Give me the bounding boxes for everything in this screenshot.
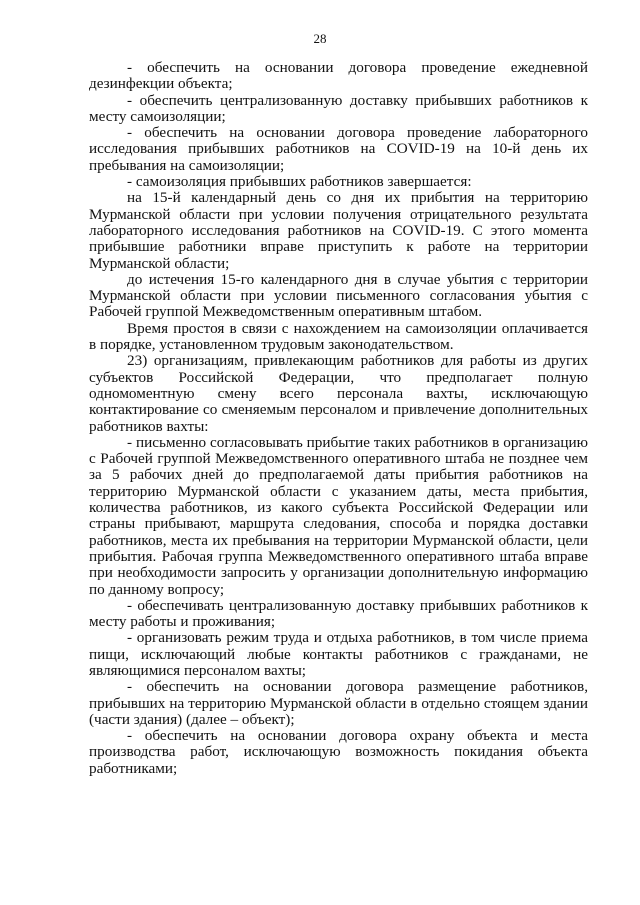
paragraph-site-security: - обеспечить на основании договора охрану объекта и места производства работ, исключающую возможность покидания объекта работниками; [89,727,588,777]
paragraph-work-rest-regime: - организовать режим труда и отдыха работников, в том числе приема пищи, исключающий любые контакты работников с гражданами, не являющимися персоналом вахты; [89,629,588,679]
paragraph-laboratory-testing: - обеспечить на основании договора проведение лабораторного исследования прибывших работников на COVID-19 на 10-й день их пребывания на самоизоляции; [89,124,588,174]
paragraph-delivery-to-self-isolation: - обеспечить централизованную доставку прибывших работников к месту самоизоляции; [89,91,588,125]
paragraph-downtime-payment: Время простоя в связи с нахождением на самоизоляции оплачивается в порядке, установленном трудовым законодательством. [89,319,588,354]
paragraph-accommodation: - обеспечить на основании договора размещение работников, прибывших на территорию Мурманской области в отдельно стоящем здании (части здания) (далее – объект); [89,678,588,728]
page-number: 28 [313,31,327,46]
paragraph-self-isolation-ends: - самоизоляция прибывших работников завершается: [127,173,472,191]
paragraph-centralized-delivery: - обеспечивать централизованную доставку прибывших работников к месту работы и проживания; [89,596,588,631]
paragraph-departure-condition: до истечения 15-го календарного дня в случае убытия с территории Мурманской области при условии письменного согласования убытия с Рабочей группой Межведомственным оперативным штабом. [89,270,588,321]
paragraph-item-23: 23) организациям, привлекающим работников для работы из других субъектов Российской Федерации, что предполагает полную одномоментную смену всего персонала вахты, исключающую контактирование со сменяемым персоналом и привлечение дополнительных работников вахты: [89,352,588,435]
document-body [89,60,588,777]
paragraph-arrival-approval: - письменно согласовывать прибытие таких работников в организацию с Рабочей группой Межведомственного оперативного штаба не позднее чем за 5 рабочих дней до предполагаемой даты прибытия работников на территорию Мурманской области с указанием даты, места прибытия, количества работников, из какого субъекта Российской Федерации или страны прибывают, маршрута следования, способа и порядка доставки работников, места их пребывания на территории Мурманской области, цели прибытия. Рабочая группа Межведомственного оперативного штаба вправе при необходимости запросить у организации дополнительную информацию по данному вопросу; [89,433,588,598]
paragraph-day-15-condition: на 15-й календарный день со дня их прибытия на территорию Мурманской области при условии получения отрицательного результата лабораторного исследования работников на COVID-19. С этого момента прибывшие работники вправе приступить к работе на территории Мурманской области; [89,189,588,272]
paragraph-daily-disinfection: - обеспечить на основании договора проведение ежедневной дезинфекции объекта; [89,59,588,93]
